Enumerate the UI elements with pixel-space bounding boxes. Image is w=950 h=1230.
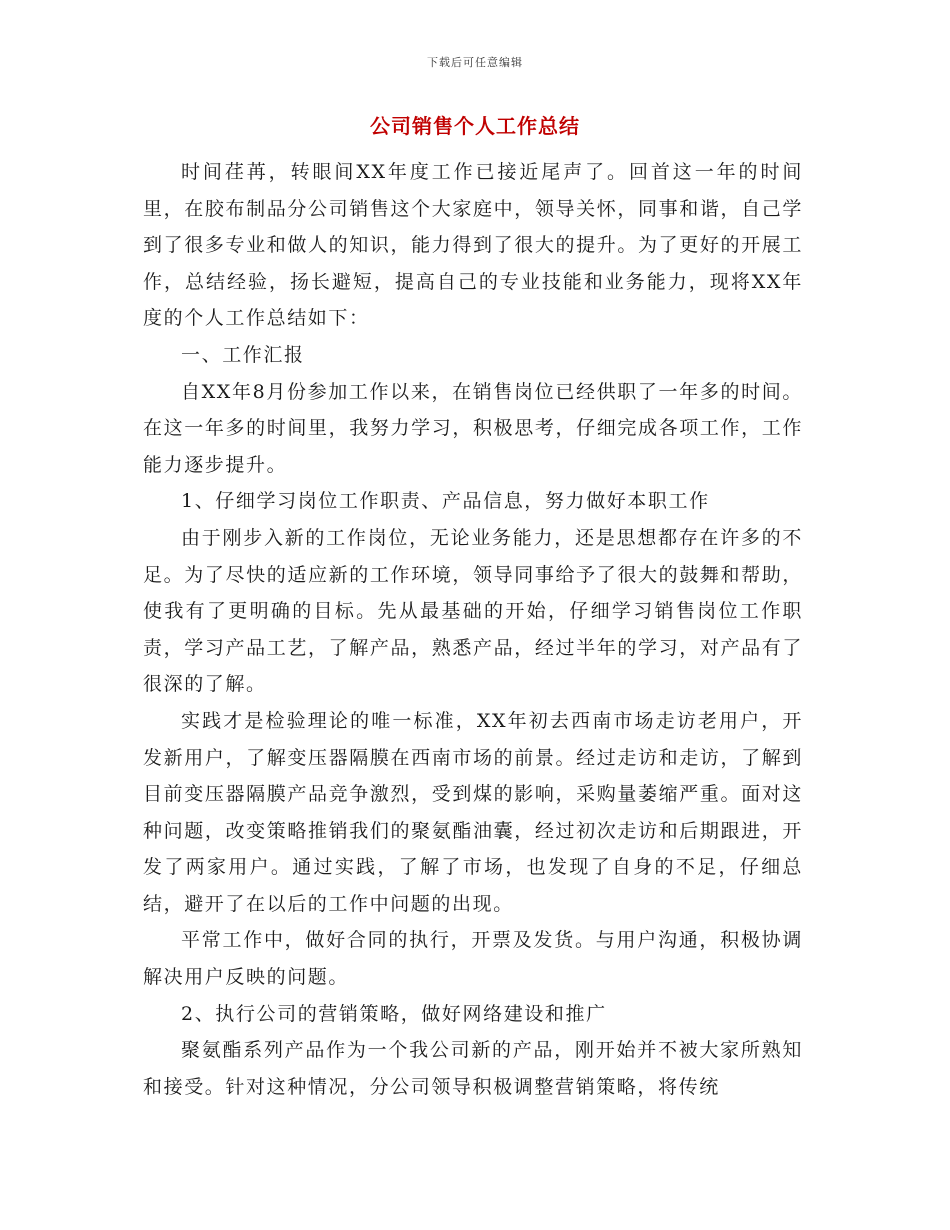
paragraph-daily-work: 平常工作中，做好合同的执行，开票及发货。与用户沟通，积极协调解决用户反映的问题。 — [143, 929, 803, 989]
paragraph-work-since: 自XX年8月份参加工作以来，在销售岗位已经供职了一年多的时间。在这一年多的时间里，我努力学习，积极思考，仔细完成各项工作，工作能力逐步提升。 — [143, 380, 803, 476]
subheading-marketing-strategy: 2、执行公司的营销策略，做好网络建设和推广 — [181, 1002, 607, 1025]
subheading-study-duties: 1、仔细学习岗位工作职责、产品信息，努力做好本职工作 — [181, 490, 710, 513]
paragraph-intro: 时间荏苒，转眼间XX年度工作已接近尾声了。回首这一年的时间里，在胶布制品分公司销售这个大家庭中，领导关怀，同事和谐，自己学到了很多专业和做人的知识，能力得到了很大的提升。为了更好的开展工作，总结经验，扬长避短，提高自己的专业技能和业务能力，现将XX年度的个人工作总结如下： — [143, 161, 803, 330]
section-heading-work-report: 一、工作汇报 — [181, 343, 305, 366]
paragraph-new-position: 由于刚步入新的工作岗位，无论业务能力，还是思想都存在许多的不足。为了尽快的适应新的工作环境，领导同事给予了很大的鼓舞和帮助，使我有了更明确的目标。先从最基础的开始，仔细学习销售岗位工作职责，学习产品工艺，了解产品，熟悉产品，经过半年的学习，对产品有了很深的了解。 — [143, 526, 803, 696]
paragraph-practice: 实践才是检验理论的唯一标准，XX年初去西南市场走访老用户，开发新用户，了解变压器隔膜在西南市场的前景。经过走访和走访，了解到目前变压器隔膜产品竞争激烈，受到煤的影响，采购量萎缩严重。面对这种问题，改变策略推销我们的聚氨酯油囊，经过初次走访和后期跟进，开发了两家用户。通过实践，了解了市场，也发现了自身的不足，仔细总结，避开了在以后的工作中问题的出现。 — [143, 709, 803, 915]
document-title: 公司销售个人工作总结 — [370, 114, 580, 138]
header-note: 下载后可任意编辑 — [427, 56, 523, 69]
paragraph-polyurethane: 聚氨酯系列产品作为一个我公司新的产品，刚开始并不被大家所熟知和接受。针对这种情况，分公司领导积极调整营销策略，将传统 — [143, 1039, 803, 1098]
document-body — [143, 154, 803, 1105]
